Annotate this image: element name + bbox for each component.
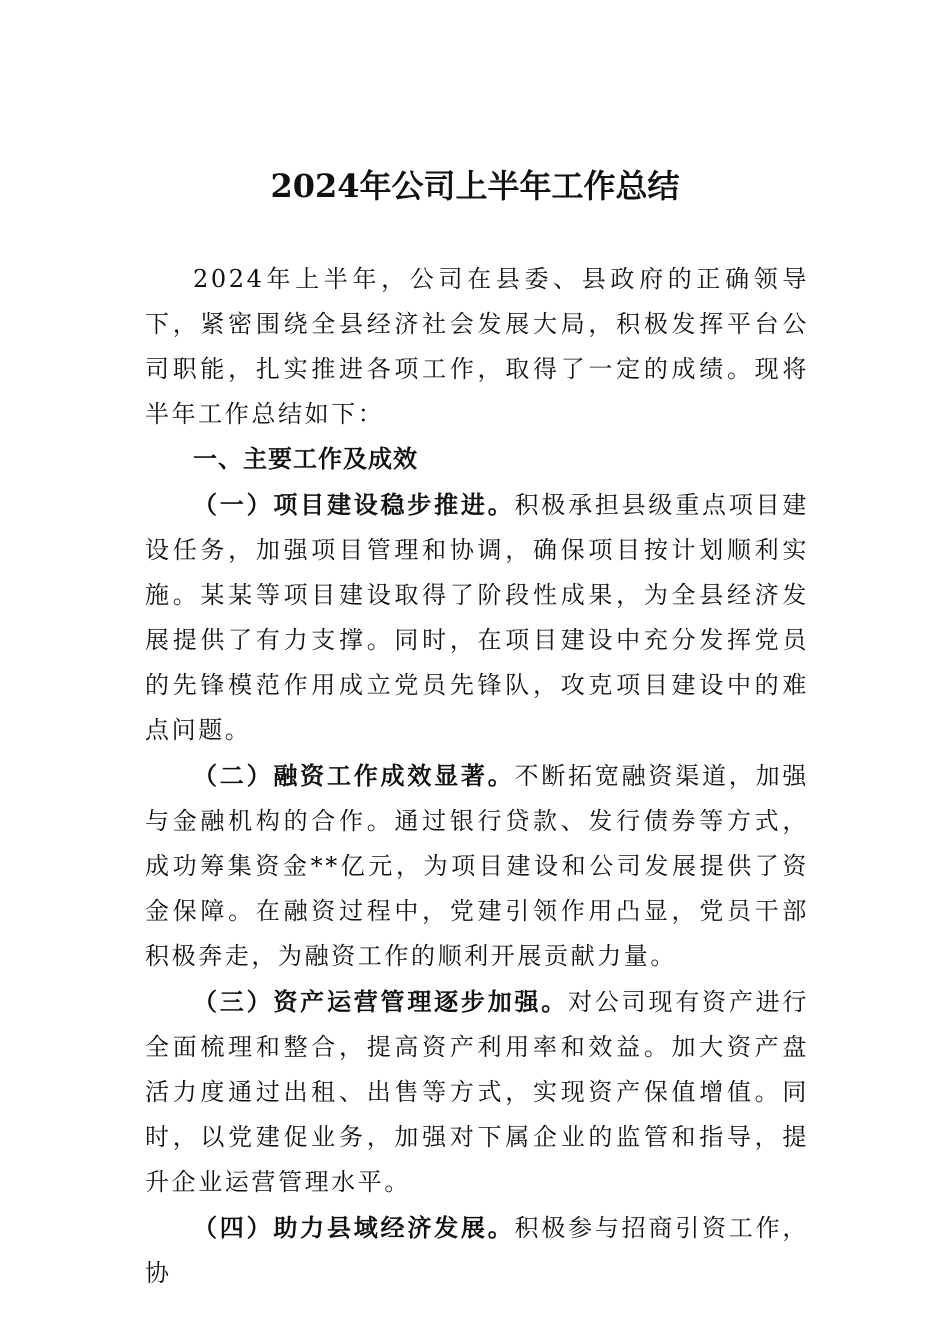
document-body <box>145 257 809 1296</box>
item-paragraph-2 <box>145 753 809 979</box>
document-title: 2024年公司上半年工作总结 <box>270 167 680 205</box>
item-text-2: 不断拓宽融资渠道，加强与金融机构的合作。通过银行贷款、发行债券等方式，成功筹集资金**亿元，为项目建设和公司发展提供了资金保障。在融资过程中，党建引领作用凸显，党员干部积极奔走，为融资工作的顺利开展贡献力量。 <box>145 762 809 970</box>
intro-paragraph: 2024年上半年，公司在县委、县政府的正确领导下，紧密围绕全县经济社会发展大局，积极发挥平台公司职能，扎实推进各项工作，取得了一定的成绩。现将半年工作总结如下： <box>145 265 809 428</box>
item-text-1: 积极承担县级重点项目建设任务，加强项目管理和协调，确保项目按计划顺利实施。某某等项目建设取得了阶段性成果，为全县经济发展提供了有力支撑。同时，在项目建设中充分发挥党员的先锋模范作用成立党员先锋队，攻克项目建设中的难点问题。 <box>145 491 809 744</box>
item-lead-3: （三）资产运营管理逐步加强。 <box>193 987 569 1016</box>
item-text-4: 积极参与招商引资工作，协 <box>145 1214 809 1287</box>
item-paragraph-4 <box>145 1205 809 1296</box>
section-heading-1: 一、主要工作及成效 <box>193 445 418 473</box>
item-lead-4: （四）助力县域经济发展。 <box>193 1213 515 1242</box>
item-paragraph-3 <box>145 979 809 1205</box>
item-lead-1: （一）项目建设稳步推进。 <box>193 490 515 519</box>
item-text-3: 对公司现有资产进行全面梳理和整合，提高资产利用率和效益。加大资产盘活力度通过出租、出售等方式，实现资产保值增值。同时，以党建促业务，加强对下属企业的监管和指导，提升企业运营管理水平。 <box>145 988 810 1196</box>
item-lead-2: （二）融资工作成效显著。 <box>193 761 515 790</box>
item-paragraph-1 <box>145 482 809 753</box>
